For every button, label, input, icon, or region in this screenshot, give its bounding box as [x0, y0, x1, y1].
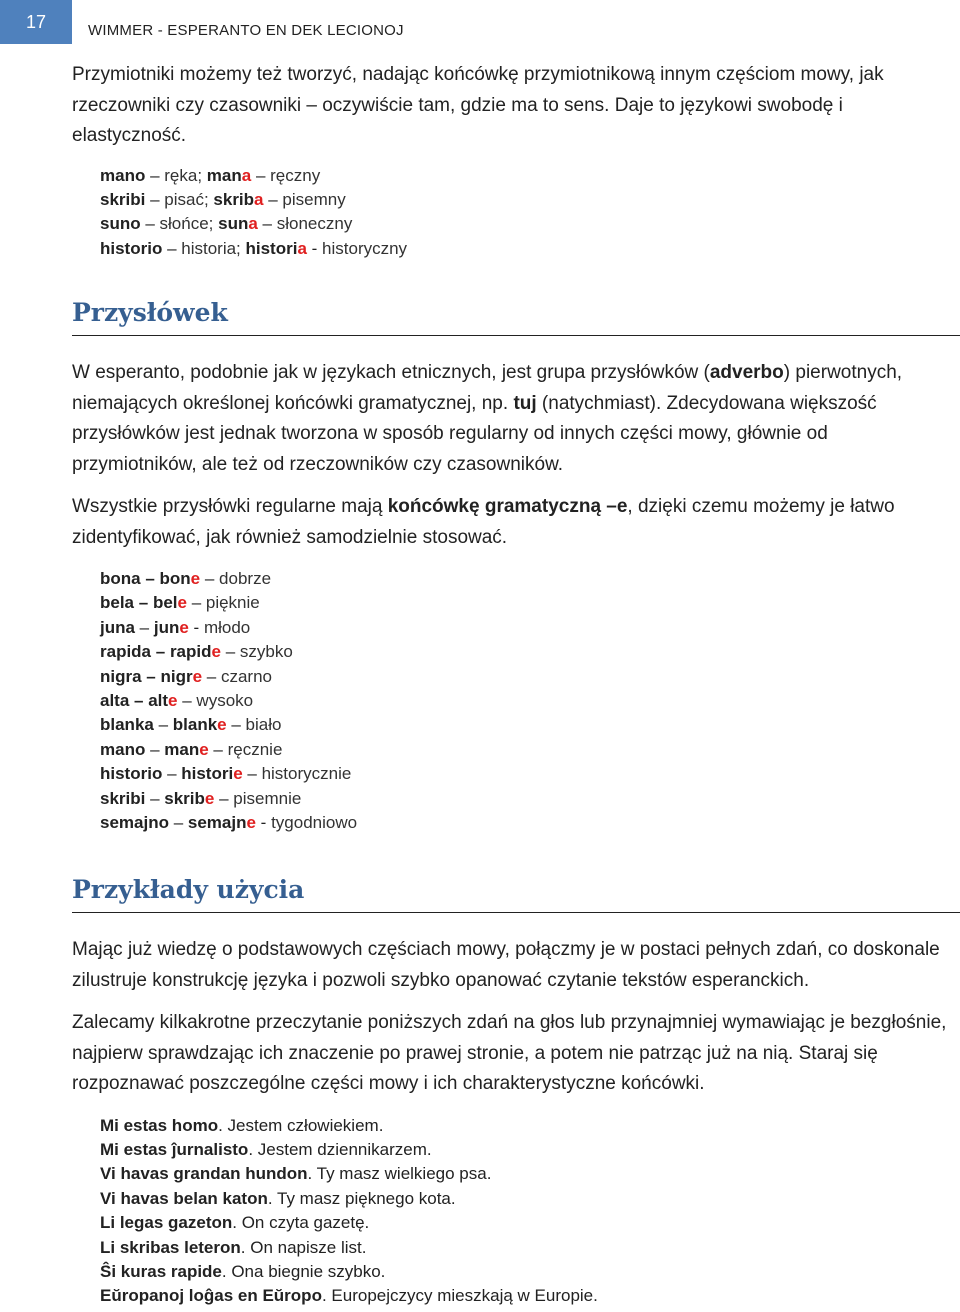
running-header: WIMMER - ESPERANTO EN DEK LECIONOJ	[88, 22, 404, 39]
list-item: skribi – skribe – pisemnie	[100, 788, 302, 808]
adverb-section	[72, 298, 960, 835]
list-item: Eŭropanoj loĝas en Eŭropo. Europejczycy mieszkają w Europie.	[100, 1286, 598, 1306]
usage-paragraph-1: Mając już wiedzę o podstawowych częściach mowy, połączmy je w postaci pełnych zdań, co doskonale zilustruje konstrukcję języka i pozwoli szybko opanować czytanie tekstów esperanckich.	[72, 939, 940, 991]
list-item: Vi havas grandan hundon. Ty masz wielkiego psa.	[100, 1164, 492, 1184]
intro-block	[72, 60, 952, 261]
list-item: Li skribas leteron. On napisze list.	[100, 1237, 367, 1257]
page-number: 17	[0, 0, 72, 44]
adverb-paragraph-1: W esperanto, podobnie jak w językach etnicznych, jest grupa przysłówków (adverbo) pierwotnych, niemających określonej końcówki gramatycznej, np. tuj (natychmiast). Zdecydowana większość przysłówków jest jednak tworzona w sposób regularny od innych części mowy, głównie od przymiotników, ale też od rzeczowników czy czasowników.	[72, 362, 903, 475]
list-item: historio – historie – historycznie	[100, 764, 352, 784]
list-item: mano – mane – ręcznie	[100, 739, 283, 759]
list-item: blanka – blanke – biało	[100, 715, 282, 735]
list-item: suno – słońce; suna – słoneczny	[100, 214, 353, 234]
list-item: rapida – rapide – szybko	[100, 642, 293, 662]
section-divider	[72, 335, 960, 336]
usage-paragraph-2: Zalecamy kilkakrotne przeczytanie poniższych zdań na głos lub przynajmniej wymawiając je bezgłośnie, najpierw sprawdzając ich znaczenie po prawej stronie, a potem nie patrząc już na nią. Staraj się rozpoznawać poszczególne części mowy i ich charakterystyczne końcówki.	[72, 1012, 947, 1094]
list-item: bela – bele – pięknie	[100, 593, 260, 613]
section-divider	[72, 912, 960, 913]
adverb-paragraph-2: Wszystkie przysłówki regularne mają końcówkę gramatyczną –e, dzięki czemu możemy je łatwo zidentyfikować, jak również samodzielnie stosować.	[72, 496, 895, 548]
list-item: bona – bone – dobrze	[100, 569, 272, 588]
list-item: semajno – semajne - tygodniowo	[100, 813, 358, 833]
section-heading: Przysłówek	[72, 298, 228, 327]
list-item: Li legas gazeton. On czyta gazetę.	[100, 1213, 370, 1233]
list-item: skribi – pisać; skriba – pisemny	[100, 189, 346, 209]
list-item: alta – alte – wysoko	[100, 691, 254, 711]
list-item: juna – june - młodo	[100, 617, 251, 637]
list-item: historio – historia; historia - historyczny	[100, 238, 408, 258]
section-heading: Przykłady użycia	[72, 875, 305, 904]
sentence-example-list	[100, 1114, 952, 1309]
list-item: nigra – nigre – czarno	[100, 666, 272, 686]
list-item: mano – ręka; mana – ręczny	[100, 165, 321, 185]
usage-section	[72, 875, 960, 1309]
list-item: Mi estas homo. Jestem człowiekiem.	[100, 1115, 384, 1135]
intro-paragraph: Przymiotniki możemy też tworzyć, nadając końcówkę przymiotnikową innym częściom mowy, jak rzeczowniki czy czasowniki – oczywiście tam, gdzie ma to sens. Daje to językowi swobodę i elastyczność.	[72, 64, 884, 146]
adverb-example-list	[100, 567, 952, 835]
list-item: Vi havas belan katon. Ty masz pięknego kota.	[100, 1188, 456, 1208]
adjective-example-list	[100, 164, 952, 262]
list-item: Ŝi kuras rapide. Ona biegnie szybko.	[100, 1261, 386, 1281]
list-item: Mi estas ĵurnalisto. Jestem dziennikarzem.	[100, 1139, 432, 1159]
